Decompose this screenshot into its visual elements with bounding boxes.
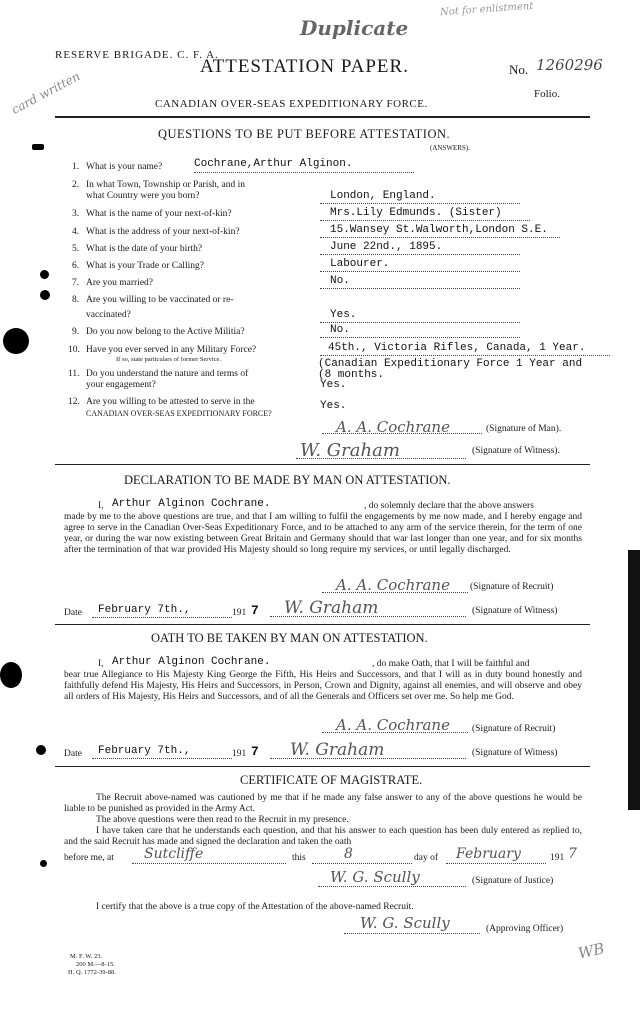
question-4-text: What is the address of your next-of-kin? xyxy=(86,227,240,237)
oath-year-suffix: 7 xyxy=(251,744,259,759)
declaration-signature-recruit: A. A. Cochrane xyxy=(336,576,450,594)
folio-label: Folio. xyxy=(534,88,560,100)
this-label: this xyxy=(292,853,306,863)
declaration-date: February 7th., xyxy=(98,604,191,616)
answer-1: Cochrane,Arthur Alginon. xyxy=(194,158,353,170)
question-6-number: 6. xyxy=(72,261,80,271)
question-12-number: 12. xyxy=(68,397,80,407)
question-5-text: What is the date of your birth? xyxy=(86,244,203,254)
oath-name: Arthur Alginon Cochrane. xyxy=(112,656,271,668)
question-12-text: Are you willing to be attested to serve in the xyxy=(86,397,255,407)
day-of-label: day of xyxy=(414,853,439,863)
form-code: M. F. W. 23. xyxy=(70,953,103,960)
margin-note: card written xyxy=(9,69,83,117)
declaration-signature-witness-label: (Signature of Witness) xyxy=(472,606,558,616)
attestation-day: 8 xyxy=(344,846,353,862)
number-label: No. xyxy=(509,62,529,77)
answer-11-line-3: Yes. xyxy=(320,379,347,391)
regimental-number: 1260296 xyxy=(536,56,603,74)
question-11-number: 11. xyxy=(68,369,80,379)
approving-officer-label: (Approving Officer) xyxy=(486,924,564,934)
question-1-number: 1. xyxy=(72,162,80,172)
header-divider xyxy=(55,116,590,118)
signature-of-man-label: (Signature of Man). xyxy=(486,424,562,434)
answer-8: Yes. xyxy=(330,309,357,321)
question-6-text: What is your Trade or Calling? xyxy=(86,261,204,271)
ink-mark-left-3 xyxy=(36,745,46,755)
question-2-number: 2. xyxy=(72,180,80,190)
answer-12: Yes. xyxy=(320,400,347,412)
declaration-name: Arthur Alginon Cochrane. xyxy=(112,498,271,510)
question-7-text: Are you married? xyxy=(86,278,153,288)
certificate-para-1: The Recruit above-named was cautioned by me that if he made any false answer to any of the above questions he would be liable to be punished as provided in the Army Act. xyxy=(64,793,582,814)
question-11-text-2: your engagement? xyxy=(86,380,156,390)
question-3-text: What is the name of your next-of-kin? xyxy=(86,209,232,219)
oath-text-first: , do make Oath, that I will be faithful and xyxy=(372,659,530,669)
answer-3: Mrs.Lily Edmunds. (Sister) xyxy=(330,207,502,219)
initials-mark: WB xyxy=(576,939,607,963)
corner-note: Not for enlistment xyxy=(439,0,534,19)
binding-hole-bottom xyxy=(0,662,22,688)
ink-mark-corner xyxy=(32,144,44,150)
question-11-text: Do you understand the nature and terms of xyxy=(86,369,249,379)
hq-reference: H. Q. 1772-39-88. xyxy=(68,969,116,976)
question-10-number: 10. xyxy=(68,345,80,355)
oath-year-prefix: 191 xyxy=(232,749,247,759)
declaration-signature-recruit-label: (Signature of Recruit) xyxy=(470,582,554,592)
answer-6: Labourer. xyxy=(330,258,390,270)
questions-heading: QUESTIONS TO BE PUT BEFORE ATTESTATION. xyxy=(158,127,451,141)
question-10-text-2: If so, state particulars of former Service. xyxy=(116,356,222,363)
question-4-number: 4. xyxy=(72,227,80,237)
declaration-text-first: , do solemnly declare that the above answers xyxy=(364,501,534,511)
answer-2: London, England. xyxy=(330,190,436,202)
certificate-year-suffix: 7 xyxy=(568,846,577,862)
scan-edge-right xyxy=(628,550,640,810)
declaration-signature-witness: W. Graham xyxy=(284,598,379,618)
question-3-number: 3. xyxy=(72,209,80,219)
question-12-text-2: CANADIAN OVER-SEAS EXPEDITIONARY FORCE? xyxy=(86,409,272,418)
answer-5: June 22nd., 1895. xyxy=(330,241,443,253)
oath-prefix: I, xyxy=(98,659,104,669)
question-9-text: Do you now belong to the Active Militia? xyxy=(86,327,245,337)
duplicate-stamp: Duplicate xyxy=(300,16,409,40)
attestation-place: Sutcliffe xyxy=(144,846,204,862)
answer-11-line-2: (8 months. xyxy=(318,369,385,381)
ink-mark-left-1 xyxy=(40,270,49,279)
binding-hole-top xyxy=(3,328,29,354)
answer-10: 45th., Victoria Rifles, Canada, 1 Year. xyxy=(328,342,586,354)
signature-approving-officer: W. G. Scully xyxy=(360,914,450,932)
divider-oath xyxy=(55,624,590,625)
oath-text: bear true Allegiance to His Majesty King George the Fifth, His Heirs and Successors, and that I will as in duty bound honestly and faithfully defend His Majesty, His Heirs and Successors, in Person, Crown and Dignity, against all enemies, and will observe and obey all orders of His Majesty, His Heirs and Successors, and of all the Generals and Officers set over me. So help me God. xyxy=(64,670,582,702)
question-10-text: Have you ever served in any Military Force? xyxy=(86,345,257,355)
ink-mark-left-4 xyxy=(40,860,47,867)
answer-9: No. xyxy=(330,324,350,336)
question-8-text-2: vaccinated? xyxy=(86,310,131,320)
question-2-text: In what Town, Township or Parish, and in xyxy=(86,180,246,190)
question-8-text: Are you willing to be vaccinated or re- xyxy=(86,295,234,305)
signature-of-witness-1: W. Graham xyxy=(300,440,400,461)
certificate-para-3: I have taken care that he understands each question, and that his answer to each question has been duly entered as replied to, and the said Recruit has made and signed the declaration and taken the oath xyxy=(64,826,582,847)
oath-heading: OATH TO BE TAKEN BY MAN ON ATTESTATION. xyxy=(151,631,428,645)
oath-signature-recruit-label: (Signature of Recruit) xyxy=(472,724,556,734)
true-copy-text: I certify that the above is a true copy of the Attestation of the above-named Recruit. xyxy=(96,902,414,912)
page-title: ATTESTATION PAPER. xyxy=(200,56,409,77)
certificate-year-prefix: 191 xyxy=(550,853,565,863)
declaration-year-prefix: 191 xyxy=(232,608,247,618)
ink-mark-left-2 xyxy=(40,290,50,300)
reserve-brigade-line: RESERVE BRIGADE. C. F. A. xyxy=(55,49,219,61)
answer-7: No. xyxy=(330,275,350,287)
question-7-number: 7. xyxy=(72,278,80,288)
divider-declaration xyxy=(55,464,590,465)
declaration-date-label: Date xyxy=(64,608,82,618)
signature-of-justice-label: (Signature of Justice) xyxy=(472,876,554,886)
signature-of-witness-1-label: (Signature of Witness). xyxy=(472,446,560,456)
oath-signature-witness: W. Graham xyxy=(290,740,385,760)
divider-certificate xyxy=(55,766,590,767)
declaration-prefix: I, xyxy=(98,501,104,511)
signature-of-justice: W. G. Scully xyxy=(330,868,420,886)
question-8-number: 8. xyxy=(72,295,80,305)
before-me-label: before me, at xyxy=(64,853,114,863)
certificate-para-2: The above questions were then read to the Recruit in my presence. xyxy=(96,815,349,825)
answer-4: 15.Wansey St.Walworth,London S.E. xyxy=(330,224,548,236)
answers-label: (ANSWERS). xyxy=(430,144,470,152)
oath-date: February 7th., xyxy=(98,745,191,757)
declaration-year-suffix: 7 xyxy=(251,603,259,618)
page-subtitle: CANADIAN OVER-SEAS EXPEDITIONARY FORCE. xyxy=(155,98,428,110)
question-9-number: 9. xyxy=(72,327,80,337)
certificate-heading: CERTIFICATE OF MAGISTRATE. xyxy=(240,773,423,787)
oath-signature-witness-label: (Signature of Witness) xyxy=(472,748,558,758)
oath-date-label: Date xyxy=(64,749,82,759)
attestation-month: February xyxy=(456,846,521,862)
signature-of-man: A. A. Cochrane xyxy=(336,418,450,436)
oath-signature-recruit: A. A. Cochrane xyxy=(336,716,450,734)
question-2-text-2: what Country were you born? xyxy=(86,191,200,201)
question-1-text: What is your name? xyxy=(86,162,163,172)
answer-11: (Canadian Expeditionary Force 1 Year and xyxy=(318,358,583,370)
question-5-number: 5. xyxy=(72,244,80,254)
print-run: 200 M.—8-15. xyxy=(76,961,115,968)
declaration-heading: DECLARATION TO BE MADE BY MAN ON ATTESTATION. xyxy=(124,473,451,487)
declaration-text: made by me to the above questions are true, and that I am willing to fulfil the engagements by me now made, and I hereby engage and agree to serve in the Canadian Over-Seas Expeditionary Force, and to be attached to any arm of the service therein, for the term of one year, or during the war now existing between Great Britain and Germany should that war last longer than one year, and for six months after the termination of that war provided His Majesty should so long require my services, or until legally discharged. xyxy=(64,512,582,555)
